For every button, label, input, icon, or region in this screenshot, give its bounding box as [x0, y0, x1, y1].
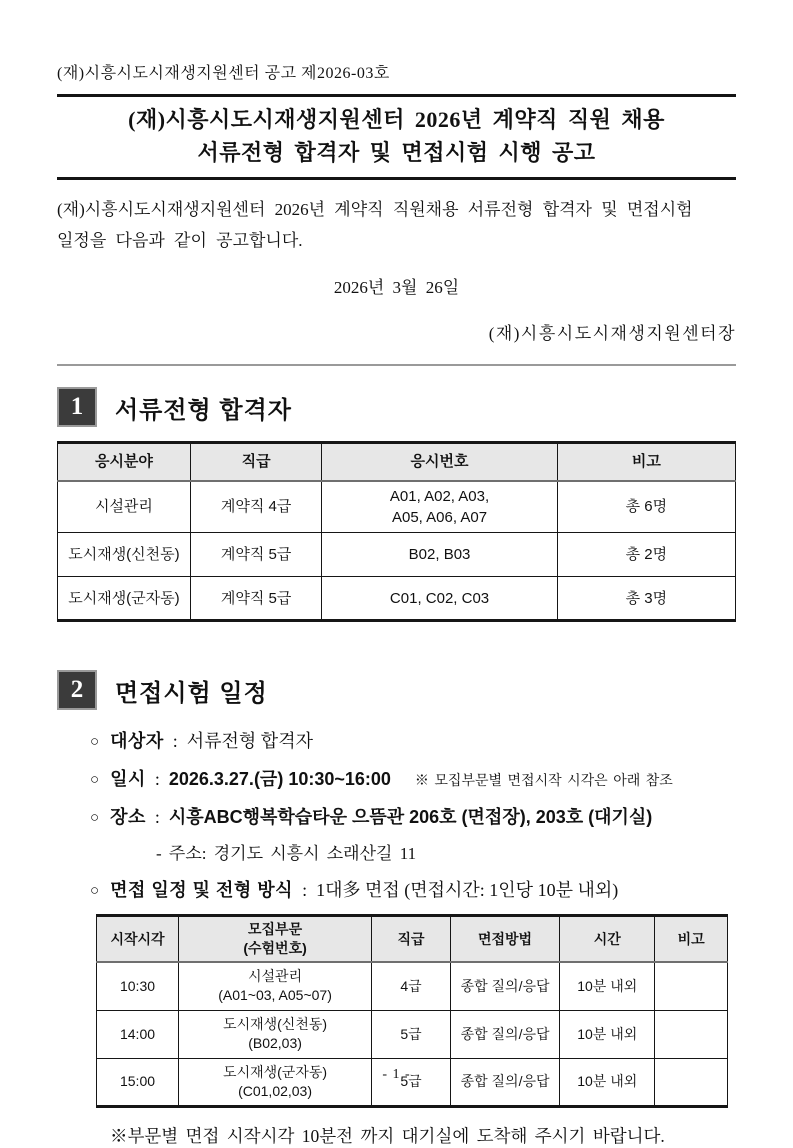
col-header-field: 응시분야 [58, 443, 191, 481]
cell-recruit-line1: 도시재생(군자동) [223, 1063, 328, 1080]
cell-numbers-line2: A05, A06, A07 [391, 508, 488, 526]
cell-recruit-line2: (B02,03) [248, 1035, 302, 1051]
cell-recruit-line1: 도시재생(신천동) [223, 1016, 328, 1032]
method-line [90, 876, 736, 902]
cell-field: 도시재생(신천동) [58, 533, 191, 577]
col-header-recruit-line2: (수험번호) [243, 940, 307, 956]
cell-note [655, 962, 728, 1010]
cell-recruit [179, 962, 372, 1010]
cell-numbers [322, 481, 557, 533]
col-header-numbers: 응시번호 [322, 443, 557, 481]
target-line [90, 727, 736, 753]
cell-recruit [179, 1010, 372, 1058]
cell-time: 15:00 [97, 1058, 179, 1106]
cell-recruit-line2: (A01~03, A05~07) [218, 987, 332, 1004]
col-header-duration: 시간 [560, 916, 655, 963]
page-title [57, 97, 736, 177]
col-header-method: 면접방법 [450, 916, 559, 963]
col-header-grade: 직급 [372, 916, 451, 963]
table-header-row [97, 916, 728, 963]
cell-field: 시설관리 [58, 481, 191, 533]
datetime-note: ※ 모집부문별 면접시작 시각은 아래 참조 [414, 774, 673, 789]
target-value: 서류전형 합격자 [186, 731, 313, 751]
interview-details [57, 727, 736, 902]
section2-title: 면접시험 일정 [115, 679, 268, 707]
section1-header [57, 387, 736, 427]
venue-value: 시흥ABC행복학습타운 으뜸관 206호 (면접장), 203호 (대기실) [168, 807, 653, 827]
table-row [97, 1010, 728, 1058]
venue-label: 장소 [110, 807, 146, 827]
colon: : [172, 731, 178, 751]
cell-method: 종합 질의/응답 [450, 962, 559, 1010]
cell-recruit-line2: (C01,02,03) [238, 1082, 313, 1099]
cell-grade: 5급 [372, 1058, 451, 1106]
section2-number-badge: 2 [57, 670, 97, 710]
cell-grade: 계약직 5급 [190, 577, 322, 621]
col-header-grade: 직급 [190, 443, 322, 481]
intro-line1: (재)시흥시도시재생지원센터 2026년 계약직 직원채용 서류전형 합격자 및 면접시험 [57, 200, 693, 219]
venue-line [90, 803, 736, 829]
pass-list-table [57, 441, 736, 622]
datetime-value: 2026.3.27.(금) 10:30~16:00 [168, 769, 391, 789]
divider-section [57, 364, 736, 366]
cell-numbers-line1: A01, A02, A03, [389, 487, 490, 505]
col-header-note: 비고 [655, 916, 728, 963]
cell-note: 총 3명 [557, 577, 735, 621]
table-row [58, 577, 736, 621]
page-title-line2: 서류전형 합격자 및 면접시험 시행 공고 [197, 140, 596, 165]
section2-header [57, 670, 736, 710]
cell-grade: 5급 [372, 1010, 451, 1058]
circle-bullet-icon: ○ [90, 810, 100, 826]
table-row [97, 962, 728, 1010]
cell-method: 종합 질의/응답 [450, 1058, 559, 1106]
cell-method: 종합 질의/응답 [450, 1010, 559, 1058]
col-header-recruit-line1: 모집부문 [248, 921, 303, 937]
intro-line2: 일정을 다음과 같이 공고합니다. [57, 231, 303, 250]
divider-under-title [57, 177, 736, 180]
cell-grade: 계약직 4급 [190, 481, 322, 533]
cell-numbers: B02, B03 [322, 533, 557, 577]
method-label: 면접 일정 및 전형 방식 [110, 880, 294, 900]
colon: : [154, 807, 160, 827]
announcement-date: 2026년 3월 26일 [333, 278, 460, 297]
table-row [58, 533, 736, 577]
page-title-line1: (재)시흥시도시재생지원센터 2026년 계약직 직원 채용 [128, 107, 665, 132]
circle-bullet-icon: ○ [90, 883, 100, 899]
doc-number: (재)시흥시도시재생지원센터 공고 제2026-03호 [57, 65, 390, 82]
circle-bullet-icon: ○ [90, 772, 100, 788]
cell-note: 총 6명 [557, 481, 735, 533]
colon: : [154, 769, 160, 789]
signature: (재)시흥시도시재생지원센터장 [488, 324, 736, 343]
table-row [58, 481, 736, 533]
arrival-instruction-note: ※부문별 면접 시작시각 10분전 까지 대기실에 도착해 주시기 바랍니다. [110, 1125, 665, 1146]
cell-duration: 10분 내외 [560, 1058, 655, 1106]
datetime-line [90, 765, 736, 791]
cell-numbers: C01, C02, C03 [322, 577, 557, 621]
cell-recruit-line1: 시설관리 [248, 968, 303, 985]
datetime-label: 일시 [110, 769, 146, 789]
method-value: 1대多 면접 (면접시간: 1인당 10분 내외) [316, 880, 619, 900]
section1-number-badge: 1 [57, 387, 97, 427]
cell-grade: 4급 [372, 962, 451, 1010]
page-number: - 1 - [382, 1067, 411, 1082]
cell-note [655, 1010, 728, 1058]
cell-field: 도시재생(군자동) [58, 577, 191, 621]
cell-duration: 10분 내외 [560, 1010, 655, 1058]
col-header-start-time: 시작시각 [97, 916, 179, 963]
colon: : [302, 880, 308, 900]
cell-note: 총 2명 [557, 533, 735, 577]
venue-address: - 주소: 경기도 시흥시 소래산길 11 [156, 844, 417, 863]
section1-title: 서류전형 합격자 [115, 396, 292, 424]
cell-time: 10:30 [97, 962, 179, 1010]
col-header-recruit [179, 916, 372, 963]
table-header-row [58, 443, 736, 481]
col-header-note: 비고 [557, 443, 735, 481]
cell-time: 14:00 [97, 1010, 179, 1058]
intro-paragraph [57, 194, 736, 256]
cell-duration: 10분 내외 [560, 962, 655, 1010]
cell-grade: 계약직 5급 [190, 533, 322, 577]
target-label: 대상자 [110, 731, 164, 751]
circle-bullet-icon: ○ [90, 734, 100, 750]
